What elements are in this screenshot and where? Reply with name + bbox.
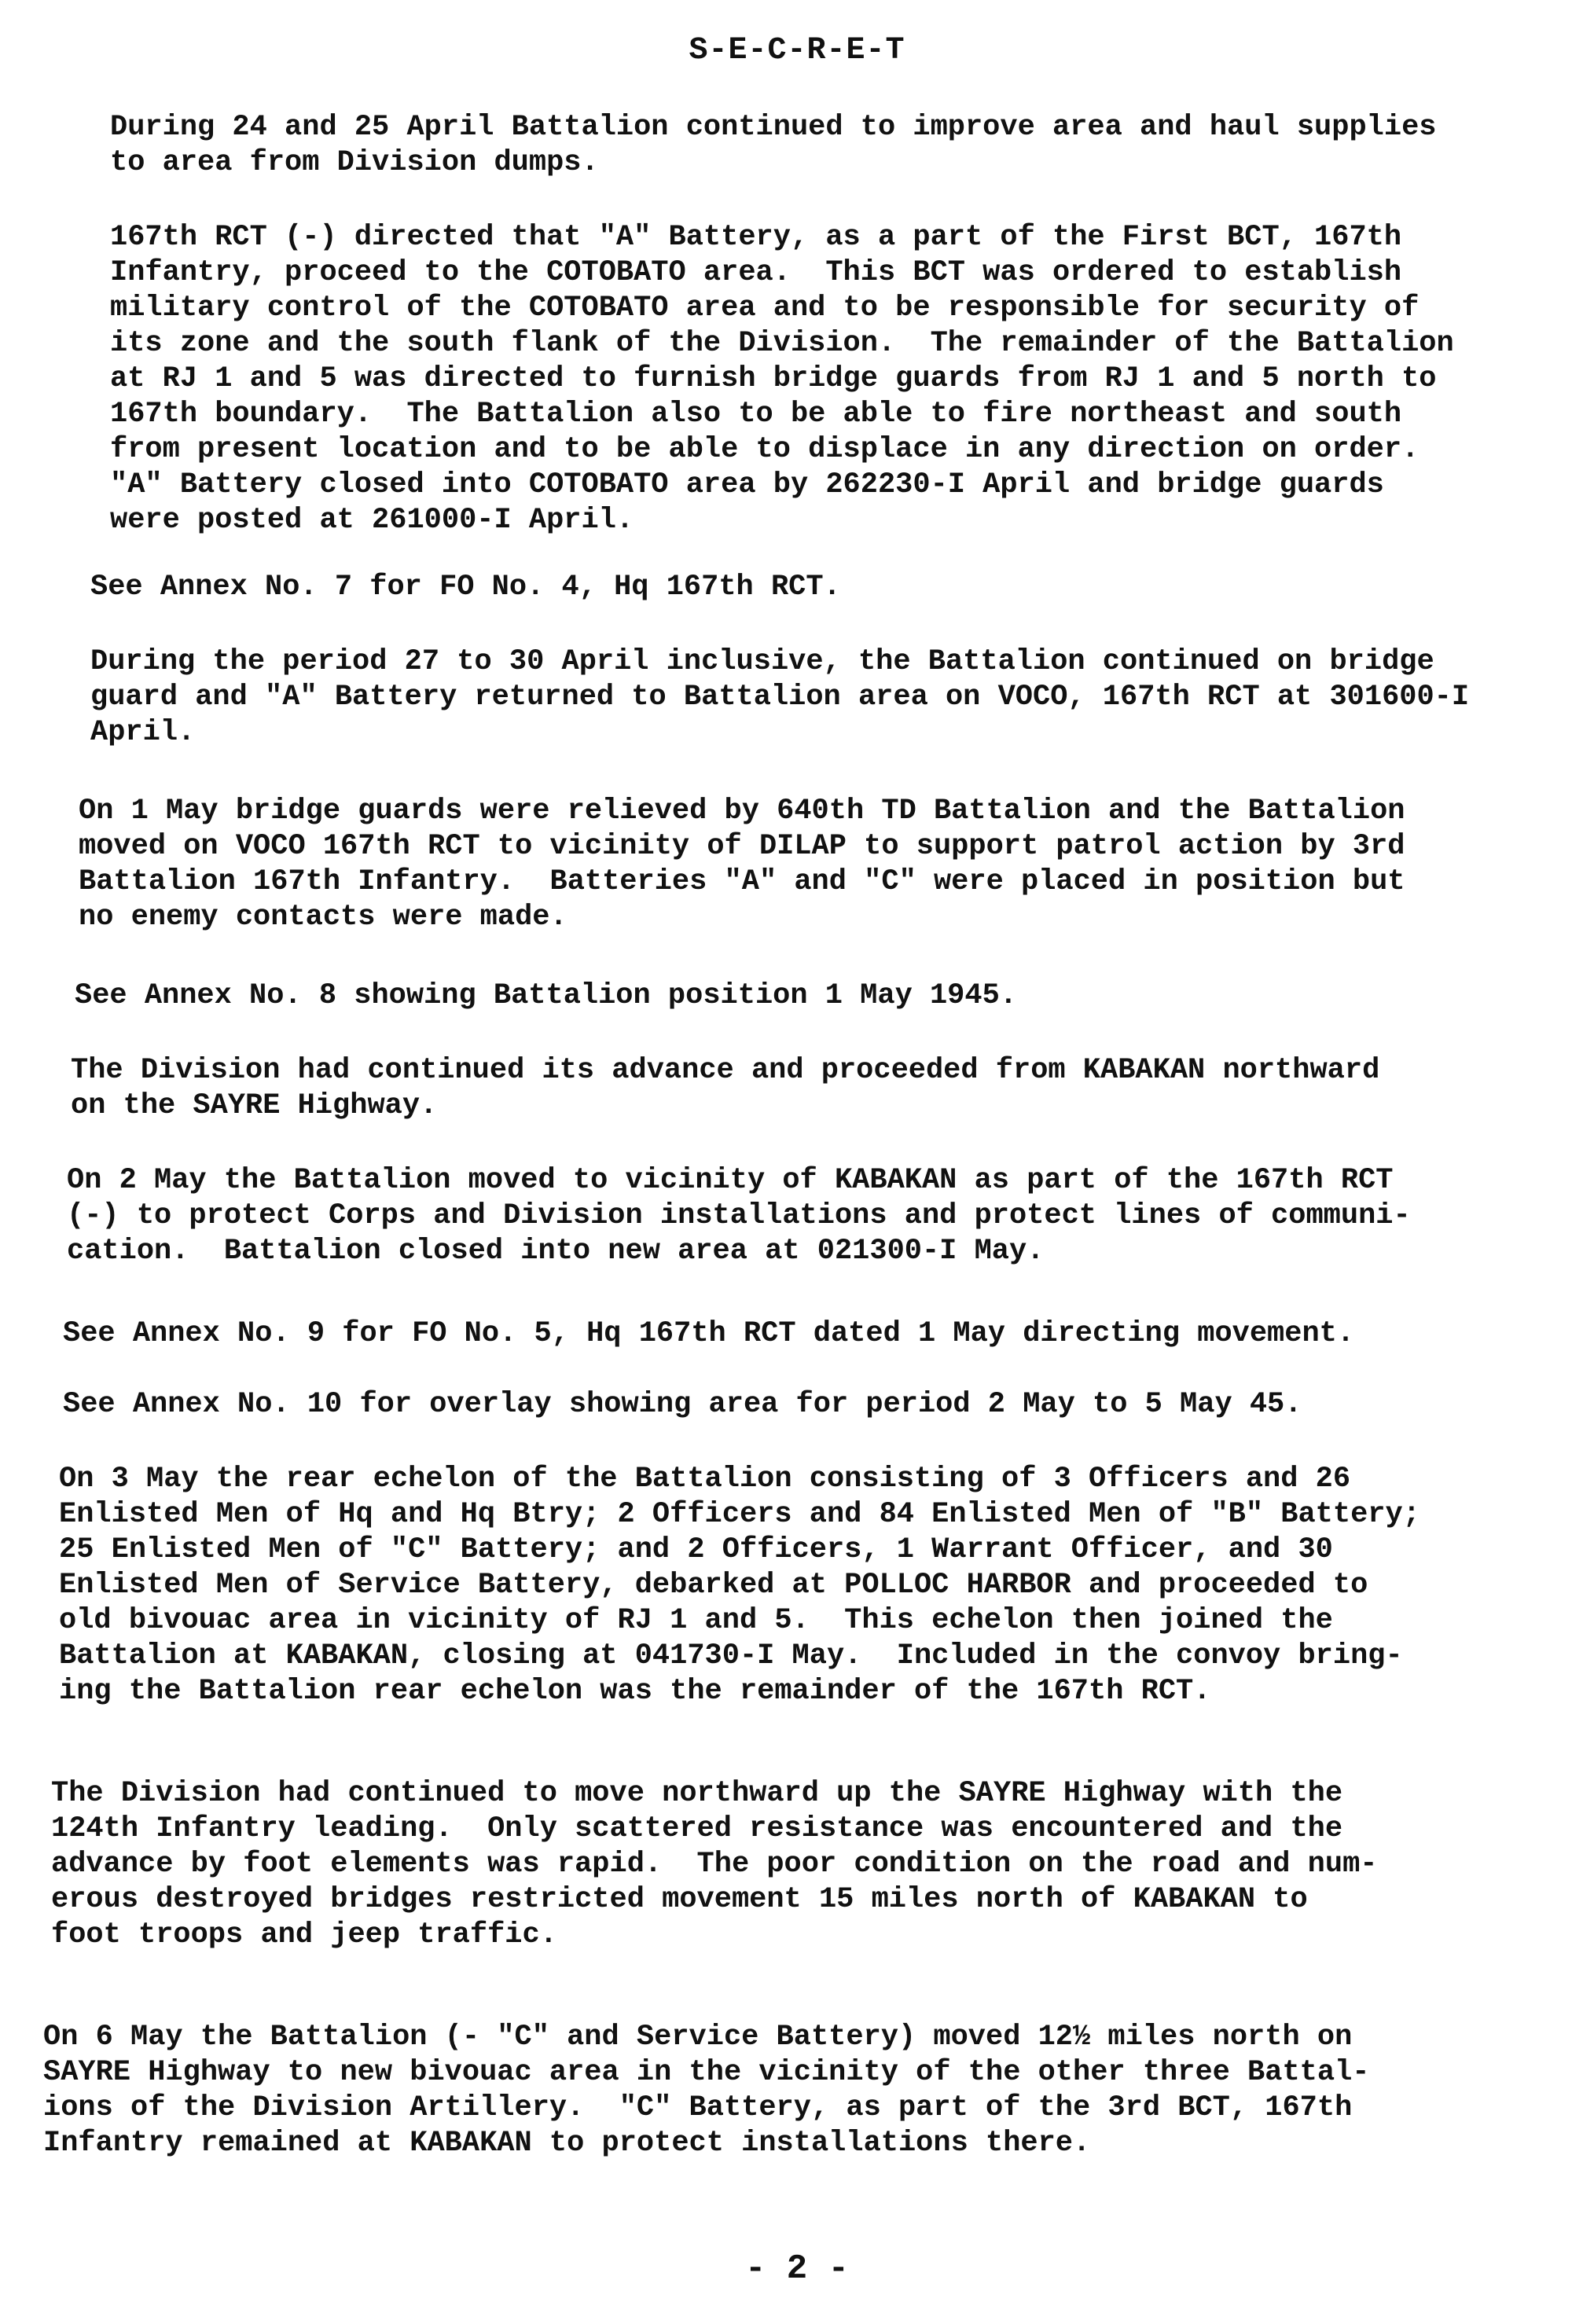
- paragraph-annex-10: See Annex No. 10 for overlay showing area for period 2 May to 5 May 45.: [63, 1388, 1302, 1421]
- paragraph-first-bct: 167th RCT (-) directed that "A" Battery, as a part of the First BCT, 167th Infantry, proceed to the COTOBATO area. This BCT was ordered to establish military control of the COTOBATO area and to be responsible for security of its zone and the south flank of the Division. The remainder of the Battalion at RJ 1 and 5 was directed to furnish bridge guards from RJ 1 and 5 north to 167th boundary. The Battalion also to be able to fire northeast and south from present location and to be able to displace in any direction on order. "A" Battery closed into COTOBATO area by 262230-I April and bridge guards were posted at 261000-I April.: [110, 221, 1454, 537]
- paragraph-period-27-30-april: During the period 27 to 30 April inclusive, the Battalion continued on bridge guard and "A" Battery returned to Battalion area on VOCO, 167th RCT at 301600-I April.: [90, 645, 1470, 749]
- paragraph-division-advance: The Division had continued its advance and proceeded from KABAKAN northward on the SAYRE Highway.: [71, 1054, 1380, 1122]
- classification-header: S-E-C-R-E-T: [689, 33, 905, 68]
- paragraph-sayre-highway: The Division had continued to move northward up the SAYRE Highway with the 124th Infantry leading. Only scattered resistance was encountered and the advance by foot elements was rapid. The poor condition on the road and num- erous destroyed bridges restricted movement 15 miles north of KABAKAN to foot troops and jeep traffic.: [51, 1777, 1378, 1951]
- paragraph-3-may-rear-echelon: On 3 May the rear echelon of the Battalion consisting of 3 Officers and 26 Enlisted Men of Hq and Hq Btry; 2 Officers and 84 Enlisted Men of "B" Battery; 25 Enlisted Men of "C" Battery; and 2 Officers, 1 Warrant Officer, and 30 Enlisted Men of Service Battery, debarked at POLLOC HARBOR and proceeded to old bivouac area in vicinity of RJ 1 and 5. This echelon then joined the Battalion at KABAKAN, closing at 041730-I May. Included in the convoy bring- ing the Battalion rear echelon was the remainder of the 167th RCT.: [59, 1463, 1420, 1708]
- paragraph-2-may: On 2 May the Battalion moved to vicinity of KABAKAN as part of the 167th RCT (-) to protect Corps and Division installations and protect lines of communi- cation. Battalion closed into new area at 021300-I May.: [67, 1164, 1411, 1268]
- paragraph-annex-8: See Annex No. 8 showing Battalion position 1 May 1945.: [75, 979, 1017, 1012]
- paragraph-annex-7: See Annex No. 7 for FO No. 4, Hq 167th RCT.: [90, 571, 841, 604]
- paragraph-improve-area: During 24 and 25 April Battalion continued to improve area and haul supplies to area from Division dumps.: [110, 111, 1437, 179]
- paragraph-1-may: On 1 May bridge guards were relieved by 640th TD Battalion and the Battalion moved on VOCO 167th RCT to vicinity of DILAP to support patrol action by 3rd Battalion 167th Infantry. Batteries "A" and "C" were placed in position but no enemy contacts were made.: [79, 795, 1405, 934]
- page-number: - 2 -: [744, 2249, 850, 2289]
- paragraph-annex-9: See Annex No. 9 for FO No. 5, Hq 167th RCT dated 1 May directing movement.: [63, 1317, 1355, 1350]
- paragraph-6-may: On 6 May the Battalion (- "C" and Service Battery) moved 12½ miles north on SAYRE Highway to new bivouac area in the vicinity of the other three Battal- ions of the Division Artillery. "C" Battery, as part of the 3rd BCT, 167th Infantry remained at KABAKAN to protect installations there.: [43, 2021, 1370, 2160]
